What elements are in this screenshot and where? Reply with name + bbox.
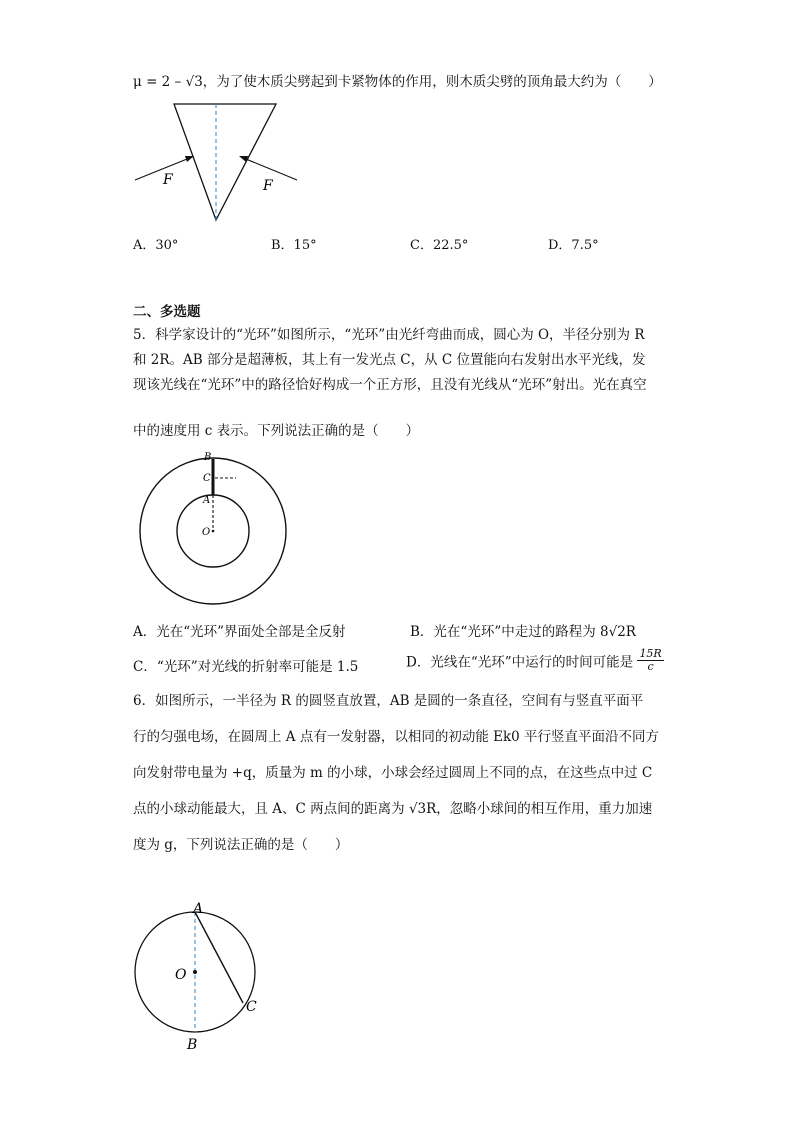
light-ring-diagram (135, 448, 295, 608)
wedge-shape (174, 104, 276, 220)
force-arrow-right (241, 157, 297, 180)
q4-stem: μ = 2 – √3，为了使木质尖劈起到卡紧物体的作用，则木质尖劈的顶角最大约为（ ） (133, 74, 662, 90)
q5-line-1: 5．科学家设计的“光环”如图所示，“光环”由光纤弯曲而成，圆心为 O，半径分别为 R (133, 327, 645, 343)
label-a: A (193, 901, 204, 917)
wedge-diagram (130, 100, 310, 230)
q5-option-a: A．光在“光环”界面处全部是全反射 (133, 624, 346, 640)
q6-line-4: 点的小球动能最大，且 A、C 两点间的距离为 √3R，忽略小球间的相互作用，重力加速 (133, 801, 653, 817)
q4-option-a: A．30° (133, 238, 179, 253)
force-label-right: F (263, 178, 273, 194)
q5-option-d (406, 648, 664, 673)
q4-option-b: B．15° (271, 238, 317, 253)
q5-option-d-denominator: c (647, 660, 654, 673)
center-dot (193, 970, 197, 974)
label-a: A (203, 495, 211, 506)
q5-option-d-text: D．光线在“光环”中运行的时间可能是 (406, 654, 634, 671)
q6-line-5: 度为 g，下列说法正确的是（ ） (133, 837, 349, 853)
q4-option-c: C．22.5° (410, 238, 469, 253)
q6-line-1: 6．如图所示，一半径为 R 的圆竖直放置，AB 是圆的一条直径，空间有与竖直平面平 (133, 693, 644, 709)
q5-line-2: 和 2R。AB 部分是超薄板，其上有一发光点 C，从 C 位置能向右发射出水平光线，发 (133, 352, 646, 368)
q5-option-b: B．光在“光环”中走过的路程为 8√2R (410, 624, 636, 640)
q5-line-4: 中的速度用 c 表示。下列说法正确的是（ ） (133, 423, 420, 439)
q5-line-3: 现该光线在“光环”中的路径恰好构成一个正方形，且没有光线从“光环”射出。光在真空 (133, 377, 647, 393)
label-o: O (202, 527, 211, 538)
label-b: B (204, 452, 212, 463)
label-o: O (175, 967, 187, 983)
label-b: B (187, 1037, 198, 1053)
q5-option-d-numerator: 15R (639, 647, 662, 660)
q6-line-3: 向发射带电量为 +q，质量为 m 的小球，小球会经过圆周上不同的点，在这些点中过 C (133, 765, 653, 781)
chord-ac (195, 912, 243, 1003)
q4-option-d: D．7.5° (548, 238, 599, 253)
force-arrowhead-left (185, 156, 194, 162)
label-c: C (203, 473, 211, 484)
q6-line-2: 行的匀强电场，在圆周上 A 点有一发射器，以相同的初动能 Ek0 平行竖直平面沿不同方 (133, 729, 660, 745)
field-circle-diagram (125, 895, 275, 1055)
label-c: C (246, 999, 257, 1015)
q5-option-c: C．“光环”对光线的折射率可能是 1.5 (133, 659, 359, 675)
force-label-left: F (163, 172, 173, 188)
center-dot-o (212, 530, 215, 533)
section-title: 二、多选题 (133, 304, 201, 320)
q5-option-d-fraction (637, 648, 663, 673)
